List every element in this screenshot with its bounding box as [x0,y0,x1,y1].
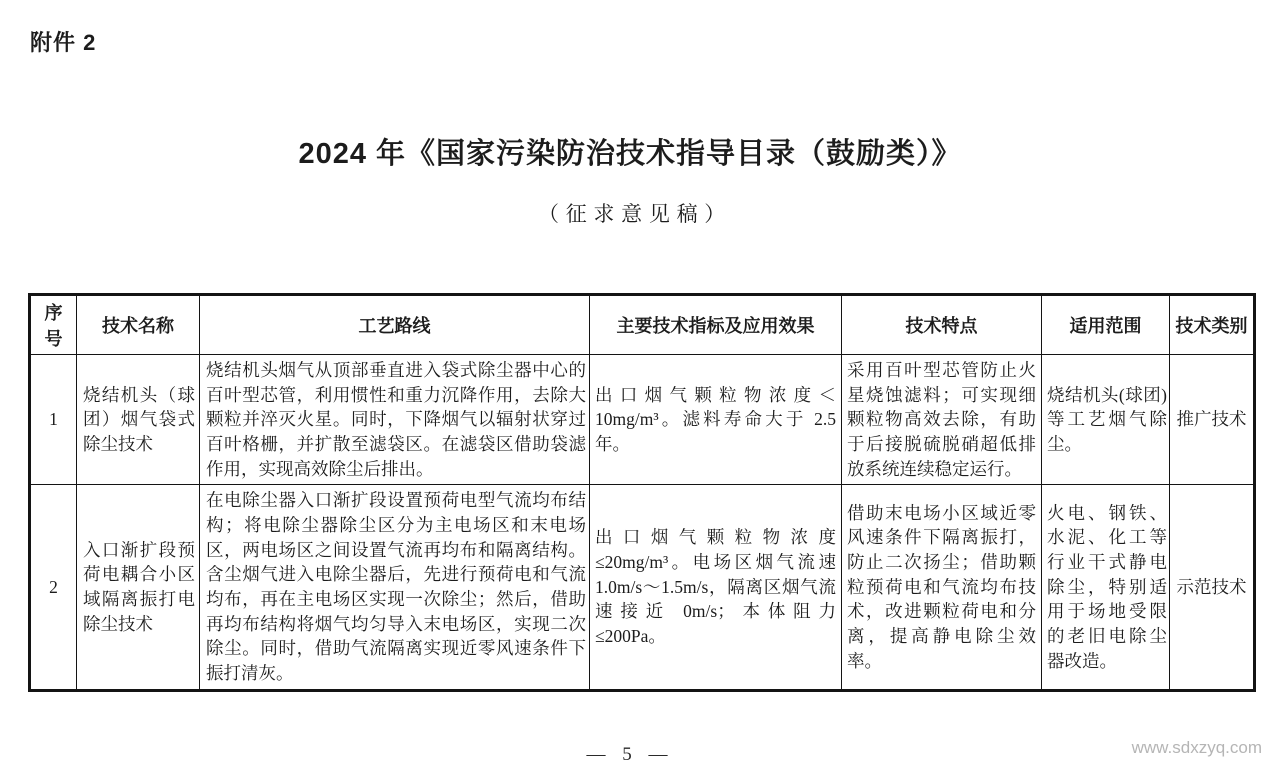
column-header-process: 工艺路线 [200,295,590,355]
cell-category: 示范技术 [1170,485,1255,690]
cell-process-route: 在电除尘器入口渐扩段设置预荷电型气流均布结构；将电除尘器除尘区分为主电场区和末电场区，两电场区之间设置气流再均布和隔离结构。含尘烟气进入电除尘器后，先进行预荷电和气流均布，再在主电场区实现一次除尘；然后，借助再均布结构将烟气均匀导入末电场区，实现二次除尘。同时，借助气流隔离实现近零风速条件下振打清灰。 [200,485,590,690]
column-header-category: 技术类别 [1170,295,1255,355]
cell-features: 采用百叶型芯管防止火星烧蚀滤料；可实现细颗粒物高效去除，有助于后接脱硫脱硝超低排放系统连续稳定运行。 [842,355,1042,485]
cell-category: 推广技术 [1170,355,1255,485]
cell-scope: 烧结机头(球团)等工艺烟气除尘。 [1042,355,1170,485]
table-row [30,355,1255,485]
document-subtitle: （征求意见稿） [537,202,733,226]
document-title: 2024 年《国家污染防治技术指导目录（鼓励类）》 [298,138,962,170]
cell-indicators: 出口烟气颗粒物浓度＜10mg/m³。滤料寿命大于 2.5 年。 [590,355,842,485]
cell-scope: 火电、钢铁、水泥、化工等行业干式静电除尘，特别适用于场地受限的老旧电除尘器改造。 [1042,485,1170,690]
column-header-features: 技术特点 [842,295,1042,355]
cell-process-route: 烧结机头烟气从顶部垂直进入袋式除尘器中心的百叶型芯管，利用惯性和重力沉降作用，去除大颗粒并淬灭火星。同时，下降烟气以辐射状穿过百叶格栅，并扩散至滤袋区。在滤袋区借助袋滤作用，实现高效除尘后排出。 [200,355,590,485]
attachment-label: 附件 2 [30,30,97,55]
column-header-name: 技术名称 [77,295,200,355]
cell-no: 1 [30,355,77,485]
table-header-row [30,295,1255,355]
cell-no: 2 [30,485,77,690]
table-row [30,485,1255,690]
page-number: — 5 — [586,744,674,765]
cell-features: 借助末电场小区域近零风速条件下隔离振打，防止二次扬尘；借助颗粒预荷电和气流均布技术，改进颗粒荷电和分离，提高静电除尘效率。 [842,485,1042,690]
site-watermark: www.sdxzyq.com [1131,738,1262,757]
column-header-no: 序号 [30,295,77,355]
cell-technology-name: 入口渐扩段预荷电耦合小区域隔离振打电除尘技术 [77,485,200,690]
cell-indicators: 出口烟气颗粒物浓度≤20mg/m³。电场区烟气流速 1.0m/s～1.5m/s，隔离区烟气流速接近 0m/s；本体阻力≤200Pa。 [590,485,842,690]
cell-technology-name: 烧结机头（球团）烟气袋式除尘技术 [77,355,200,485]
column-header-indicators: 主要技术指标及应用效果 [590,295,842,355]
column-header-scope: 适用范围 [1042,295,1170,355]
technology-catalog-table [28,293,1256,692]
